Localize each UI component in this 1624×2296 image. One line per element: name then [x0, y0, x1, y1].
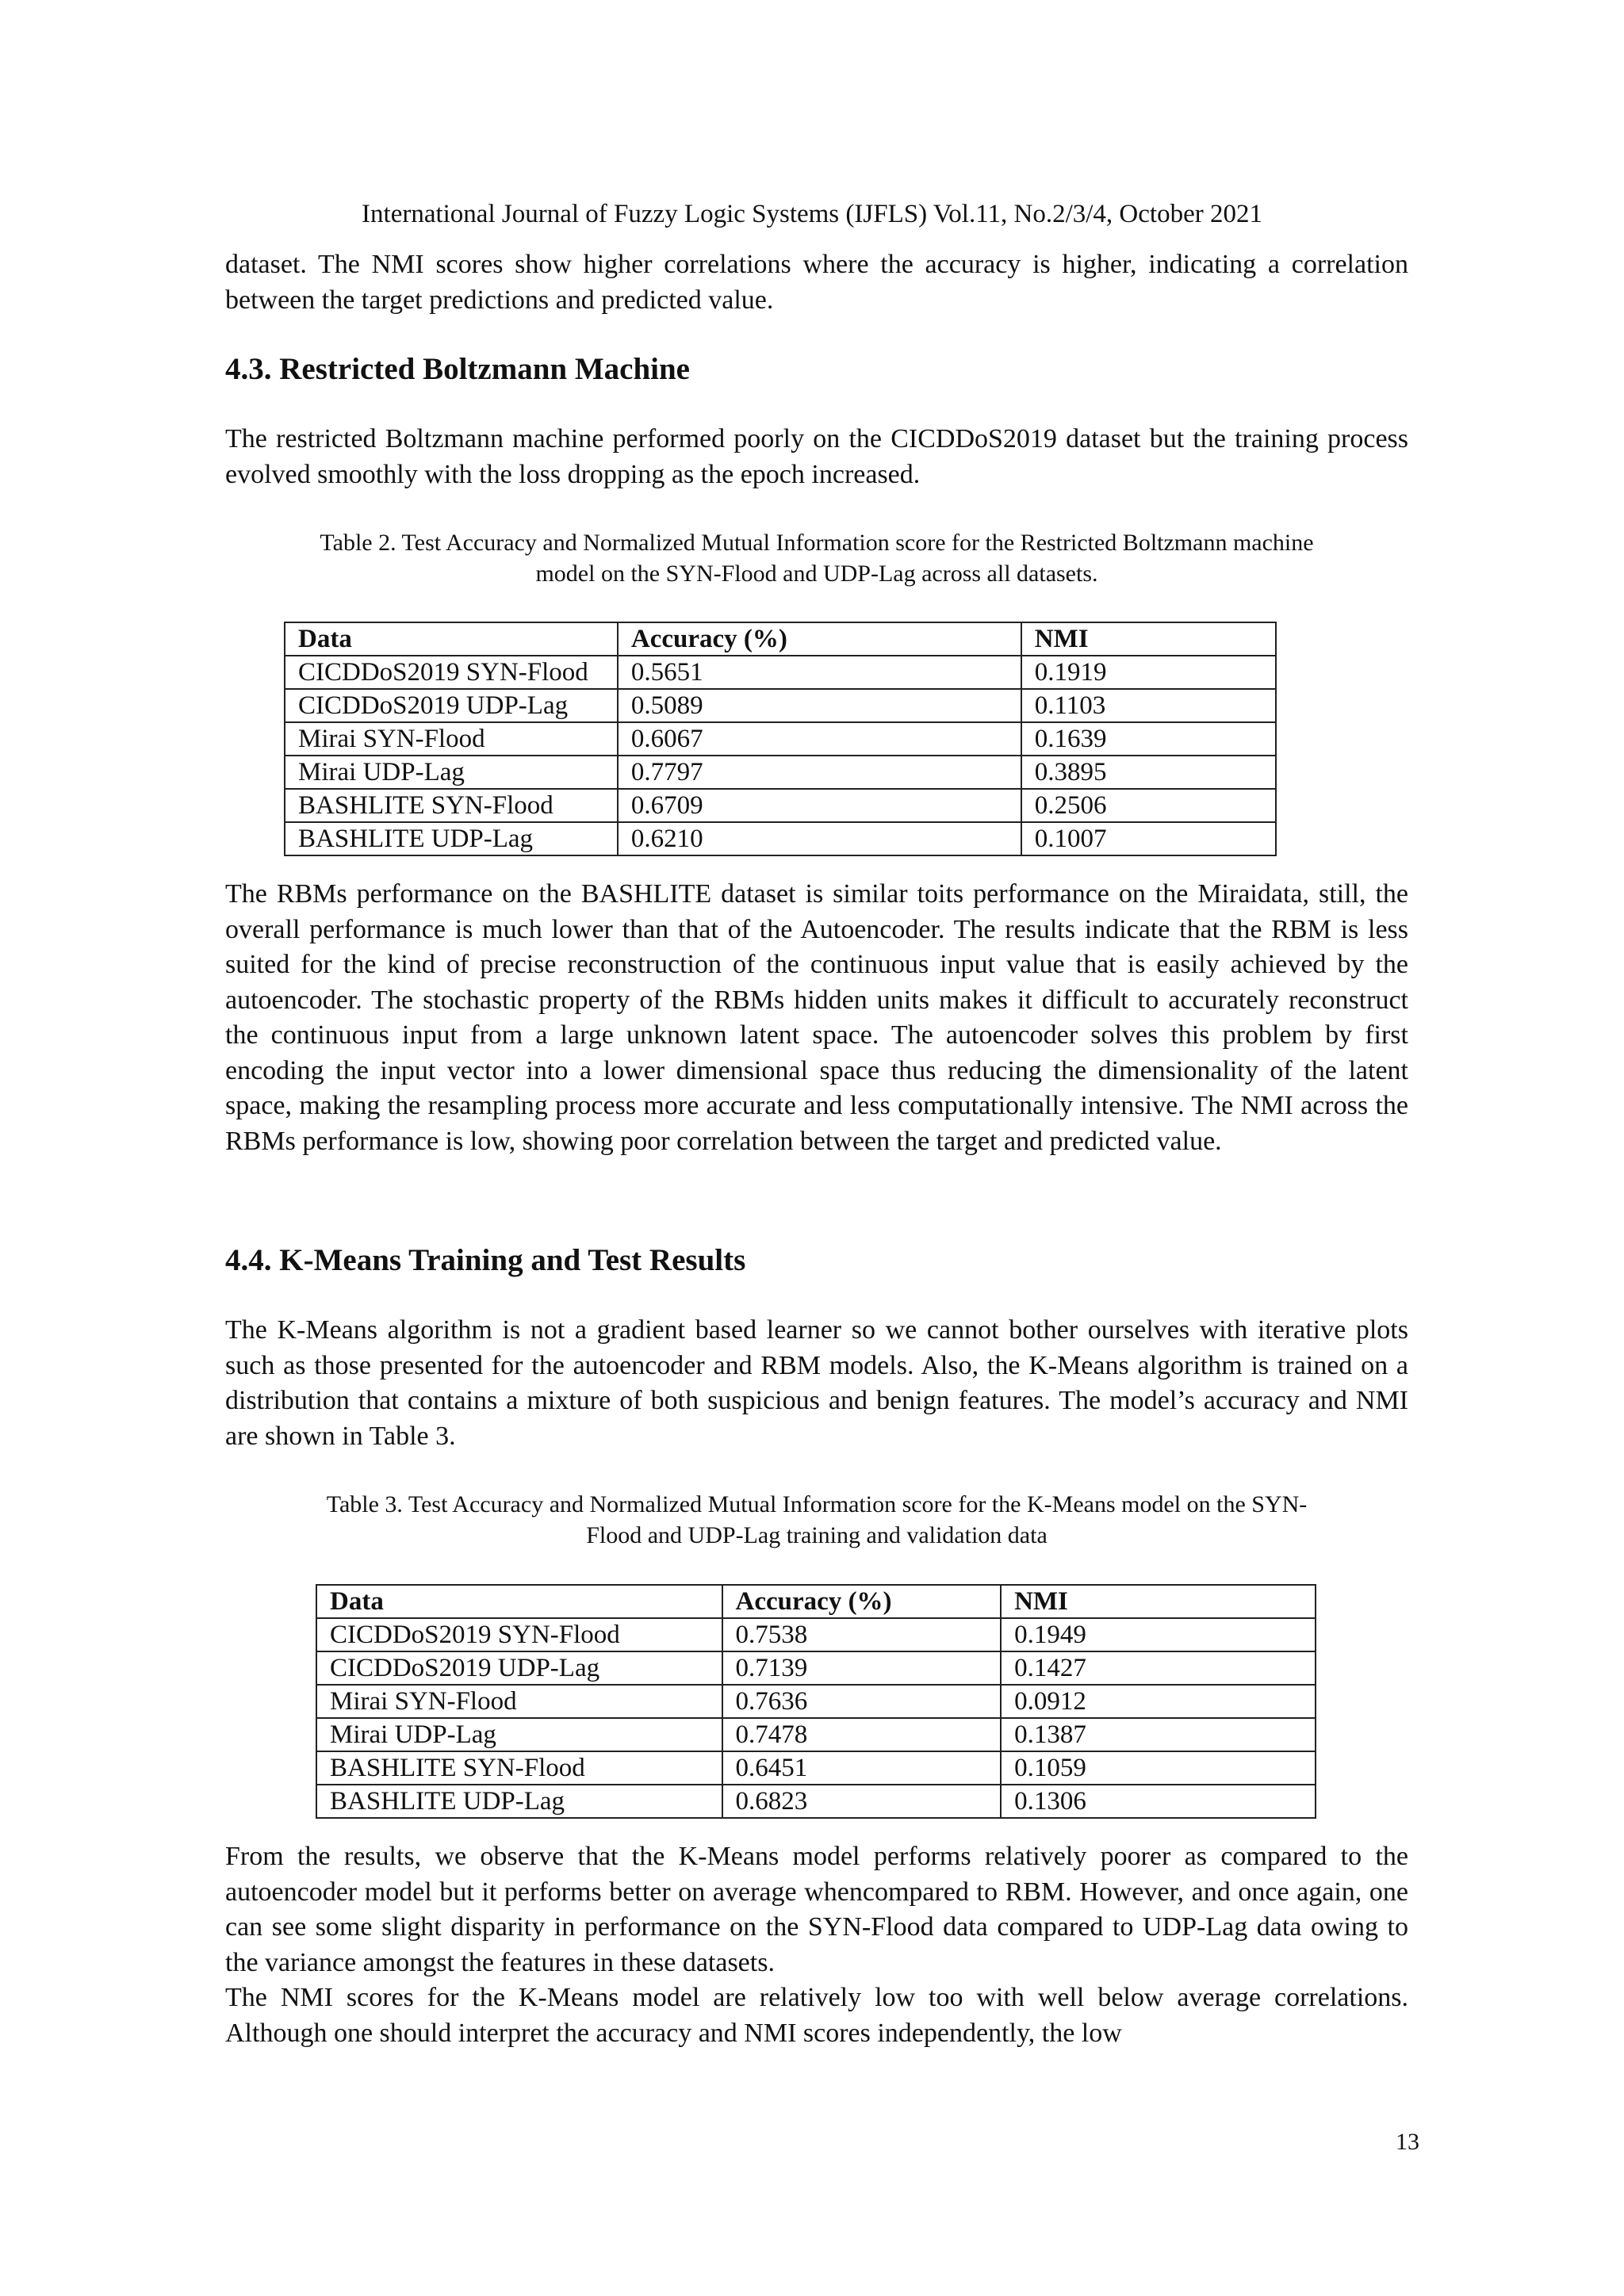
table-row — [285, 822, 1276, 855]
table-cell-data: BASHLITE SYN-Flood — [285, 789, 618, 822]
table-2-header-row — [285, 622, 1276, 656]
table-2-caption-line-1: Table 2. Test Accuracy and Normalized Mutual Information score for the Restricted Boltzmann machine — [320, 530, 1314, 556]
table-cell-accuracy: 0.7636 — [722, 1685, 1002, 1718]
table-cell-accuracy: 0.5089 — [618, 689, 1021, 722]
table-3-caption — [209, 1489, 1424, 1551]
table-cell-data: BASHLITE SYN-Flood — [316, 1751, 722, 1785]
table-cell-data: CICDDoS2019 UDP-Lag — [285, 689, 618, 722]
table-2-caption — [209, 527, 1424, 589]
rbm-discussion-paragraph: The RBMs performance on the BASHLITE dataset is similar toits performance on the Miraidata, still, the overall performance is much lower than that of the Autoencoder. The results indicate that the RBM is less suited for the kind of precise reconstruction of the continuous input value that is easily achieved by the autoencoder. The stochastic property of the RBMs hidden units makes it difficult to accurately reconstruct the continuous input from a large unknown latent space. The autoencoder solves this problem by first encoding the input vector into a lower dimensional space thus reducing the dimensionality of the latent space, making the resampling process more accurate and less computationally intensive. The NMI across the RBMs performance is low, showing poor correlation between the target and predicted value. — [225, 879, 1408, 1156]
table-cell-nmi: 0.1387 — [1001, 1718, 1316, 1751]
table-cell-accuracy: 0.7538 — [722, 1618, 1002, 1651]
table-row — [316, 1785, 1316, 1818]
table-row — [316, 1751, 1316, 1785]
table-row — [285, 689, 1276, 722]
table-row — [316, 1651, 1316, 1685]
table-cell-data: Mirai SYN-Flood — [285, 722, 618, 756]
table-3-header-nmi: NMI — [1001, 1585, 1316, 1618]
table-cell-data: CICDDoS2019 UDP-Lag — [316, 1651, 722, 1685]
section-4-4-paragraph-block — [225, 1313, 1408, 1454]
table-2-header-data: Data — [285, 622, 618, 656]
table-cell-data: CICDDoS2019 SYN-Flood — [285, 656, 618, 689]
table-cell-nmi: 0.1103 — [1021, 689, 1276, 722]
table-cell-nmi: 0.1427 — [1001, 1651, 1316, 1685]
table-row — [316, 1718, 1316, 1751]
table-row — [316, 1618, 1316, 1651]
table-cell-accuracy: 0.7478 — [722, 1718, 1002, 1751]
kmeans-discussion-paragraph-2: The NMI scores for the K-Means model are relatively low too with well below average correlations. Although one should interpret the accuracy and NMI scores independently, the low — [225, 1983, 1408, 2048]
table-cell-accuracy: 0.6210 — [618, 822, 1021, 855]
table-cell-accuracy: 0.6823 — [722, 1785, 1002, 1818]
table-row — [285, 656, 1276, 689]
table-cell-nmi: 0.1919 — [1021, 656, 1276, 689]
kmeans-discussion-paragraph-1: From the results, we observe that the K-Means model performs relatively poorer as compared to the autoencoder model but it performs better on average whencompared to RBM. However, and once again, one can see some slight disparity in performance on the SYN-Flood data compared to UDP-Lag data owing to the variance amongst the features in these datasets. — [225, 1842, 1408, 1977]
table-2-caption-line-2: model on the SYN-Flood and UDP-Lag across all datasets. — [535, 561, 1098, 587]
table-row — [285, 722, 1276, 756]
table-cell-data: Mirai UDP-Lag — [316, 1718, 722, 1751]
table-cell-nmi: 0.1306 — [1001, 1785, 1316, 1818]
table-cell-nmi: 0.0912 — [1001, 1685, 1316, 1718]
journal-header: International Journal of Fuzzy Logic Systems (IJFLS) Vol.11, No.2/3/4, October 2021 — [362, 200, 1262, 228]
section-4-3-paragraph-block — [225, 422, 1408, 492]
section-4-3-heading: 4.3. Restricted Boltzmann Machine — [225, 352, 690, 386]
table-3-caption-line-2: Flood and UDP-Lag training and validation data — [586, 1522, 1048, 1548]
table-row — [316, 1685, 1316, 1718]
table-cell-accuracy: 0.6451 — [722, 1751, 1002, 1785]
table-cell-data: Mirai UDP-Lag — [285, 756, 618, 789]
table-cell-accuracy: 0.7797 — [618, 756, 1021, 789]
table-3-header-row — [316, 1585, 1316, 1618]
table-cell-nmi: 0.1949 — [1001, 1618, 1316, 1651]
table-cell-nmi: 0.1007 — [1021, 822, 1276, 855]
section-4-3-heading-block — [225, 350, 1408, 388]
rbm-discussion-block — [225, 877, 1408, 1159]
table-cell-nmi: 0.2506 — [1021, 789, 1276, 822]
table-row — [285, 789, 1276, 822]
table-3 — [316, 1584, 1316, 1819]
table-cell-data: CICDDoS2019 SYN-Flood — [316, 1618, 722, 1651]
table-cell-data: Mirai SYN-Flood — [316, 1685, 722, 1718]
table-cell-nmi: 0.1639 — [1021, 722, 1276, 756]
table-cell-nmi: 0.1059 — [1001, 1751, 1316, 1785]
table-2-header-nmi: NMI — [1021, 622, 1276, 656]
table-cell-accuracy: 0.7139 — [722, 1651, 1002, 1685]
table-row — [285, 756, 1276, 789]
page-number: 13 — [1396, 2129, 1419, 2155]
section-4-4-heading: 4.4. K-Means Training and Test Results — [225, 1243, 746, 1277]
table-cell-data: BASHLITE UDP-Lag — [316, 1785, 722, 1818]
table-3-header-data: Data — [316, 1585, 722, 1618]
table-cell-accuracy: 0.6067 — [618, 722, 1021, 756]
table-3-header-accuracy: Accuracy (%) — [722, 1585, 1002, 1618]
table-cell-accuracy: 0.6709 — [618, 789, 1021, 822]
table-cell-nmi: 0.3895 — [1021, 756, 1276, 789]
table-cell-data: BASHLITE UDP-Lag — [285, 822, 618, 855]
table-2-header-accuracy: Accuracy (%) — [618, 622, 1021, 656]
intro-paragraph-block — [225, 247, 1408, 318]
section-4-3-paragraph: The restricted Boltzmann machine performed poorly on the CICDDoS2019 dataset but the training process evolved smoothly with the loss dropping as the epoch increased. — [225, 424, 1408, 489]
intro-paragraph: dataset. The NMI scores show higher correlations where the accuracy is higher, indicating a correlation between the target predictions and predicted value. — [225, 250, 1408, 315]
section-4-4-heading-block — [225, 1242, 1408, 1280]
table-3-caption-line-1: Table 3. Test Accuracy and Normalized Mutual Information score for the K-Means model on the SYN- — [326, 1491, 1308, 1517]
kmeans-discussion-block — [225, 1839, 1408, 2051]
table-cell-accuracy: 0.5651 — [618, 656, 1021, 689]
table-2 — [284, 622, 1277, 856]
section-4-4-paragraph: The K-Means algorithm is not a gradient based learner so we cannot bother ourselves with iterative plots such as those presented for the autoencoder and RBM models. Also, the K-Means algorithm is trained on a distribution that contains a mixture of both suspicious and benign features. The model’s accuracy and NMI are shown in Table 3. — [225, 1315, 1408, 1451]
